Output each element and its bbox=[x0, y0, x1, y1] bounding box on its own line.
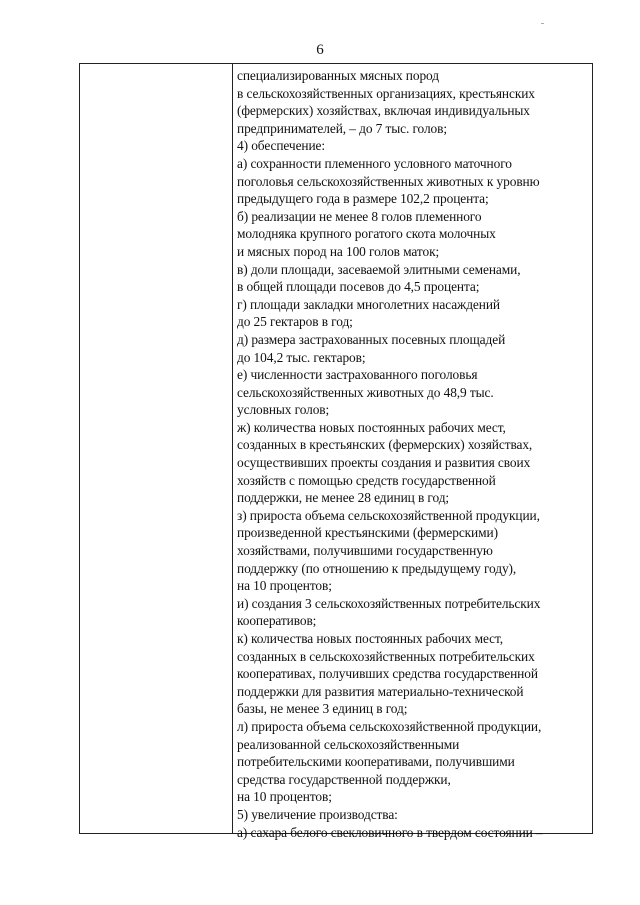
text-line: г) площади закладки многолетних насаждений bbox=[237, 296, 500, 312]
page-number: 6 bbox=[316, 42, 324, 58]
text-line: е) численности застрахованного поголовья bbox=[237, 367, 478, 383]
table-left-cell bbox=[80, 64, 232, 833]
text-line: предыдущего года в размере 102,2 процента; bbox=[237, 191, 489, 207]
text-line: л) прироста объема сельскохозяйственной продукции, bbox=[237, 718, 542, 734]
text-line: произведенной крестьянскими (фермерскими) bbox=[237, 525, 498, 541]
text-line: поголовья сельскохозяйственных животных к уровню bbox=[237, 173, 540, 189]
text-line: поддержки, не менее 28 единиц в год; bbox=[237, 490, 450, 506]
text-line: созданных в крестьянских (фермерских) хозяйствах, bbox=[237, 437, 533, 453]
text-line: а) сахара белого свекловичного в твердом состоянии – bbox=[237, 824, 543, 840]
text-line: в общей площади посевов до 4,5 процента; bbox=[237, 279, 480, 295]
text-line: на 10 процентов; bbox=[237, 578, 332, 594]
text-line: поддержки для развития материально-технической bbox=[237, 683, 524, 699]
text-line: 5) увеличение производства: bbox=[237, 806, 398, 822]
text-line: средства государственной поддержки, bbox=[237, 771, 451, 787]
text-line: (фермерских) хозяйствах, включая индивидуальных bbox=[237, 103, 530, 119]
text-line: хозяйствами, получившими государственную bbox=[237, 543, 493, 559]
text-line: к) количества новых постоянных рабочих мест, bbox=[237, 631, 503, 646]
text-line: созданных в сельскохозяйственных потребительских bbox=[237, 648, 535, 664]
text-line: молодняка крупного рогатого скота молочных bbox=[237, 226, 496, 242]
text-line: в) доли площади, засеваемой элитными семенами, bbox=[237, 261, 521, 277]
text-line: в сельскохозяйственных организациях, крестьянских bbox=[237, 85, 535, 101]
text-line: до 104,2 тыс. гектаров; bbox=[237, 349, 366, 365]
scan-mark bbox=[541, 23, 544, 24]
document-table bbox=[79, 63, 593, 840]
text-line: д) размера застрахованных посевных площадей bbox=[237, 331, 506, 347]
text-line: кооперативов; bbox=[237, 613, 317, 629]
text-line: специализированных мясных пород bbox=[237, 68, 439, 83]
text-line: потребительскими кооперативами, получившими bbox=[237, 754, 515, 770]
text-line: и) создания 3 сельскохозяйственных потребительских bbox=[237, 595, 541, 611]
text-line: осуществивших проекты создания и развития своих bbox=[237, 455, 531, 471]
text-line: а) сохранности племенного условного маточного bbox=[237, 155, 512, 171]
text-line: реализованной сельскохозяйственными bbox=[237, 736, 460, 752]
text-line: и мясных пород на 100 голов маток; bbox=[237, 243, 440, 259]
text-line: поддержку (по отношению к предыдущему году), bbox=[237, 560, 517, 576]
text-line: 4) обеспечение: bbox=[237, 138, 326, 154]
text-line: базы, не менее 3 единиц в год; bbox=[237, 701, 408, 717]
text-line: хозяйств с помощью средств государственной bbox=[237, 472, 496, 488]
table-right-cell bbox=[233, 67, 592, 840]
text-line: предпринимателей, – до 7 тыс. голов; bbox=[237, 120, 447, 136]
text-line: условных голов; bbox=[237, 402, 330, 418]
text-line: сельскохозяйственных животных до 48,9 тыс. bbox=[237, 384, 494, 400]
text-line: б) реализации не менее 8 голов племенного bbox=[237, 208, 482, 224]
text-line: з) прироста объема сельскохозяйственной продукции, bbox=[237, 507, 540, 523]
text-line: до 25 гектаров в год; bbox=[237, 314, 353, 330]
text-line: ж) количества новых постоянных рабочих мест, bbox=[237, 419, 506, 435]
text-line: на 10 процентов; bbox=[237, 789, 332, 805]
text-line: кооперативах, получивших средства государственной bbox=[237, 666, 538, 682]
